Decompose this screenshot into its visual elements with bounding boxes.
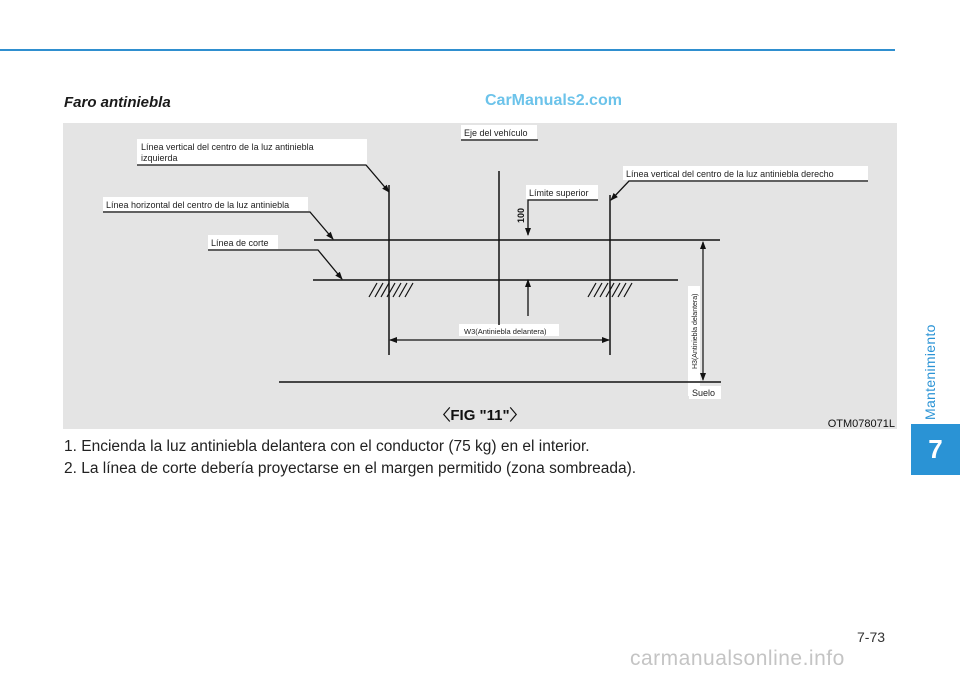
figure-caption: 〈FIG "11"〉: [435, 407, 525, 424]
aiming-diagram: [63, 123, 897, 429]
label-horizontal-center: Línea horizontal del centro de la luz antiniebla: [106, 200, 290, 210]
label-left-vertical-1: Línea vertical del centro de la luz antiniebla: [141, 142, 314, 152]
chapter-number: 7: [928, 434, 943, 464]
instruction-list: [64, 436, 636, 480]
label-upper-limit: Límite superior: [529, 188, 589, 198]
watermark-text[interactable]: CarManuals2.com: [485, 92, 622, 109]
label-dim-100: 100: [516, 207, 526, 223]
leader-left-vertical: [137, 165, 389, 192]
hatch-left: [369, 283, 413, 297]
label-left-vertical-2: izquierda: [141, 153, 178, 163]
leader-upper-limit: [528, 200, 598, 235]
label-cut-line: Línea de corte: [211, 238, 269, 248]
leader-horizontal: [103, 212, 333, 239]
figure-code: OTM078071L: [827, 418, 895, 430]
label-h3: H3(Antiniebla delantera): [692, 293, 699, 369]
label-right-vertical: Línea vertical del centro de la luz antiniebla derecho: [626, 169, 834, 179]
page-number: 7-73: [857, 629, 886, 645]
section-title: Faro antiniebla: [64, 94, 171, 111]
leader-cut-line: [208, 250, 342, 279]
leader-right-vertical: [611, 181, 868, 200]
label-w3: W3(Antiniebla delantera): [464, 327, 547, 336]
fog-light-figure: [63, 123, 897, 429]
footer-watermark[interactable]: carmanualsonline.info: [630, 647, 845, 670]
label-vehicle-axis: Eje del vehículo: [464, 128, 528, 138]
chapter-tab[interactable]: [911, 424, 960, 475]
chapter-label: Mantenimiento: [922, 324, 938, 420]
label-ground: Suelo: [692, 388, 716, 398]
top-rule: [0, 49, 895, 51]
instruction-step-2: 2. La línea de corte debería proyectarse en el margen permitido (zona sombreada).: [64, 460, 637, 477]
instruction-step-1: 1. Encienda la luz antiniebla delantera con el conductor (75 kg) en el interior.: [64, 438, 590, 455]
